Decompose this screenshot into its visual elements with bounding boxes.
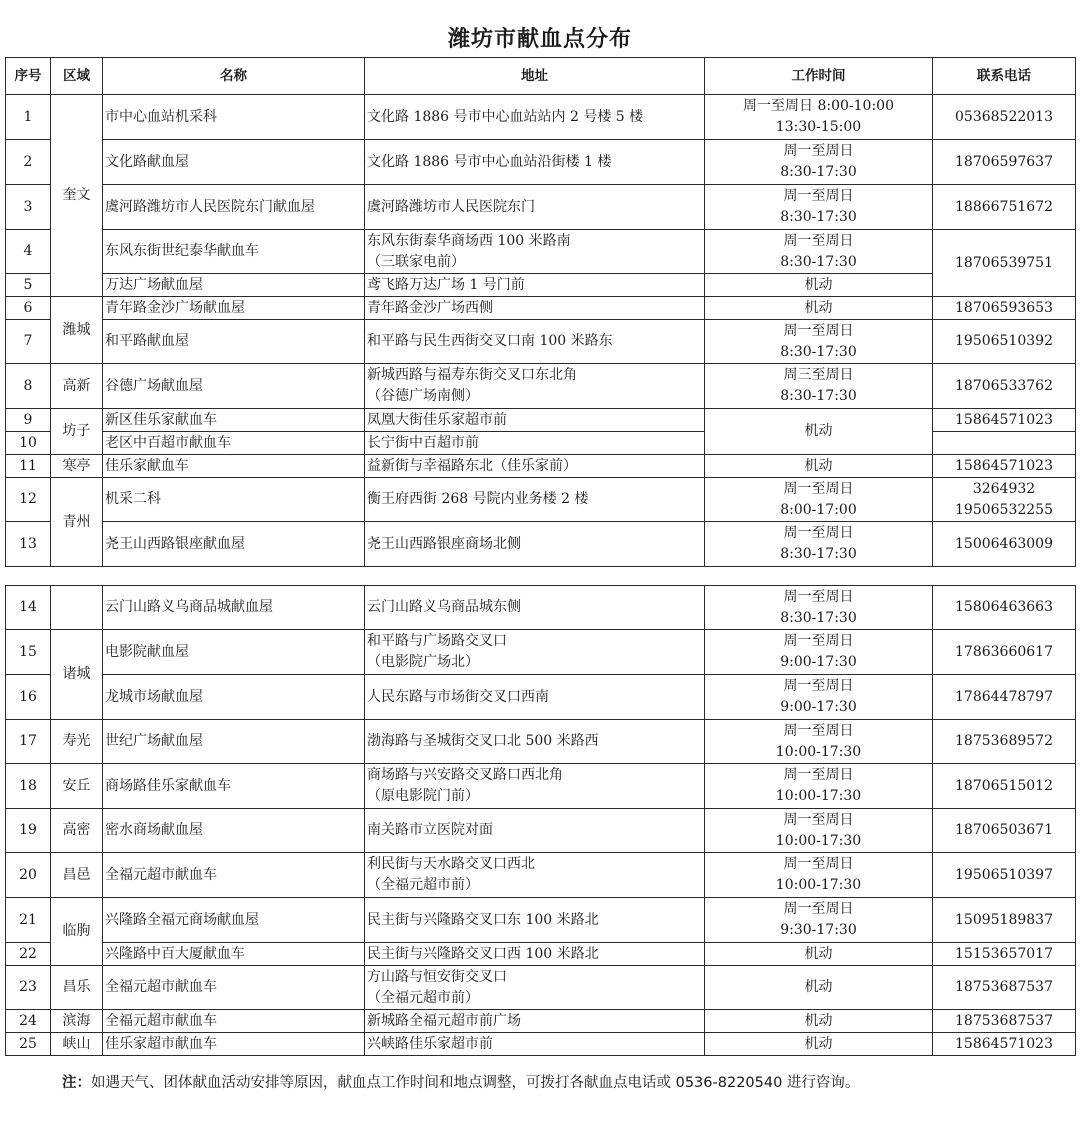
row-phone xyxy=(933,409,1076,432)
blood-station-table-part-1 xyxy=(5,57,1076,567)
row-hours-line: 8:30-17:30 xyxy=(780,546,857,562)
row-hours xyxy=(705,809,933,853)
row-phone-line: 18706515012 xyxy=(955,777,1053,794)
row-phone xyxy=(933,432,1076,455)
row-address xyxy=(365,320,705,364)
row-district: 安丘 xyxy=(51,764,103,809)
table-row xyxy=(6,95,1076,140)
row-district: 昌邑 xyxy=(51,853,103,898)
row-seq: 10 xyxy=(6,432,51,455)
row-address-line: 南关路市立医院对面 xyxy=(367,822,493,838)
row-hours-line: 周一至周日 xyxy=(783,811,854,828)
row-hours-line: 机动 xyxy=(804,276,833,293)
row-address-line: 东风东街泰华商场西 100 米路南 xyxy=(367,232,571,249)
row-address-line: （谷德广场南侧） xyxy=(367,388,479,404)
row-name: 机采二科 xyxy=(103,478,365,522)
row-address xyxy=(365,522,705,567)
table-row xyxy=(6,455,1076,478)
row-district: 高新 xyxy=(51,364,103,409)
table-row xyxy=(6,478,1076,522)
row-address xyxy=(365,409,705,432)
row-hours xyxy=(705,297,933,320)
row-seq: 25 xyxy=(6,1033,51,1056)
table-body-part-2 xyxy=(6,586,1076,1056)
row-seq: 2 xyxy=(6,140,51,185)
row-phone xyxy=(933,966,1076,1010)
footnote-text: 如遇天气、团体献血活动安排等原因，献血点工作时间和地点调整，可拨打各献血点电话或 0536-8220540 进行咨询。 xyxy=(91,1075,860,1091)
row-district: 诸城 xyxy=(51,630,103,720)
row-hours xyxy=(705,630,933,675)
row-phone-line: 15095189837 xyxy=(955,911,1053,928)
row-hours xyxy=(705,455,933,478)
row-name: 市中心血站机采科 xyxy=(103,95,365,140)
row-name: 龙城市场献血屋 xyxy=(103,675,365,720)
row-name: 新区佳乐家献血车 xyxy=(103,409,365,432)
row-name: 青年路金沙广场献血屋 xyxy=(103,297,365,320)
row-district: 滨海 xyxy=(51,1010,103,1033)
row-district: 寒亭 xyxy=(51,455,103,478)
row-address xyxy=(365,764,705,809)
row-address-line: 人民东路与市场街交叉口西南 xyxy=(367,688,549,705)
row-phone xyxy=(933,320,1076,364)
row-phone-line: 18866751672 xyxy=(955,198,1053,215)
row-address-line: 利民街与天水路交叉口西北 xyxy=(367,856,535,872)
row-address-line: 文化路 1886 号市中心血站沿街楼 1 楼 xyxy=(367,153,612,170)
row-address xyxy=(365,432,705,455)
row-phone-line: 18706533762 xyxy=(955,377,1053,394)
row-phone-line: 3264932 xyxy=(972,480,1036,497)
row-name: 万达广场献血屋 xyxy=(103,274,365,297)
row-hours-line: 周一至周日 xyxy=(783,633,854,649)
row-address xyxy=(365,586,705,630)
row-hours-line: 机动 xyxy=(804,299,833,316)
row-name: 世纪广场献血屋 xyxy=(103,720,365,764)
row-hours-line: 周一至周日 xyxy=(783,188,854,204)
row-hours-line: 周一至周日 xyxy=(783,322,854,339)
row-district: 临朐 xyxy=(51,898,103,966)
row-hours xyxy=(705,1033,933,1056)
row-hours xyxy=(705,185,933,230)
row-address xyxy=(365,274,705,297)
row-address-line: 鸢飞路万达广场 1 号门前 xyxy=(367,276,525,293)
row-seq: 16 xyxy=(6,675,51,720)
row-name: 全福元超市献血车 xyxy=(103,1010,365,1033)
row-hours-line: 8:30-17:30 xyxy=(780,164,857,180)
row-address xyxy=(365,455,705,478)
row-hours-line: 9:00-17:30 xyxy=(780,699,857,715)
table-row xyxy=(6,966,1076,1010)
row-district: 寿光 xyxy=(51,720,103,764)
row-seq: 6 xyxy=(6,297,51,320)
table-row xyxy=(6,675,1076,720)
row-hours xyxy=(705,95,933,140)
row-hours xyxy=(705,720,933,764)
row-hours-line: 10:00-17:30 xyxy=(775,877,862,893)
row-district: 峡山 xyxy=(51,1033,103,1056)
row-address xyxy=(365,720,705,764)
row-hours xyxy=(705,943,933,966)
row-name: 东风东街世纪泰华献血车 xyxy=(103,230,365,274)
row-address-line: （三联家电前） xyxy=(367,253,465,270)
row-phone xyxy=(933,764,1076,809)
row-address-line: 青年路金沙广场西侧 xyxy=(367,299,493,316)
table-row xyxy=(6,898,1076,943)
row-address-line: 衡王府西街 268 号院内业务楼 2 楼 xyxy=(367,491,589,507)
row-hours xyxy=(705,675,933,720)
row-phone xyxy=(933,853,1076,898)
row-seq: 22 xyxy=(6,943,51,966)
row-address-line: 商场路与兴安路交叉路口西北角 xyxy=(367,767,563,783)
row-phone-line: 15806463663 xyxy=(955,599,1053,615)
row-phone xyxy=(933,720,1076,764)
row-address-line: 凤凰大街佳乐家超市前 xyxy=(367,411,507,428)
row-phone xyxy=(933,522,1076,567)
table-row xyxy=(6,1010,1076,1033)
header-phone: 联系电话 xyxy=(933,58,1076,95)
row-hours xyxy=(705,853,933,898)
row-hours-line: 机动 xyxy=(804,1012,833,1029)
row-phone-line: 17864478797 xyxy=(955,688,1053,705)
row-address-line: 虞河路潍坊市人民医院东门 xyxy=(367,198,535,215)
row-hours-line: 机动 xyxy=(804,979,833,995)
row-address-line: （全福元超市前） xyxy=(367,877,479,893)
row-seq: 14 xyxy=(6,586,51,630)
row-phone xyxy=(933,630,1076,675)
row-name: 电影院献血屋 xyxy=(103,630,365,675)
row-seq: 18 xyxy=(6,764,51,809)
row-address xyxy=(365,230,705,274)
table-row xyxy=(6,409,1076,432)
row-address-line: 新城西路与福寿东街交叉口东北角 xyxy=(367,367,577,383)
table-row xyxy=(6,230,1076,274)
row-seq: 21 xyxy=(6,898,51,943)
row-hours-line: 机动 xyxy=(804,457,833,474)
table-row xyxy=(6,720,1076,764)
page-title: 潍坊市献血点分布 xyxy=(447,27,632,52)
footnote xyxy=(62,1074,1032,1093)
row-phone-line: 18753687537 xyxy=(955,979,1053,995)
row-seq: 11 xyxy=(6,455,51,478)
row-phone-line: 18753689572 xyxy=(955,733,1053,749)
row-hours-line: 周一至周日 xyxy=(783,901,854,917)
header-hours: 工作时间 xyxy=(705,58,933,95)
row-phone-line: 18753687537 xyxy=(955,1012,1053,1029)
row-hours xyxy=(705,364,933,409)
row-phone xyxy=(933,230,1076,297)
row-hours-line: 10:00-17:30 xyxy=(775,832,862,849)
row-phone xyxy=(933,478,1076,522)
row-seq: 23 xyxy=(6,966,51,1010)
row-phone xyxy=(933,898,1076,943)
row-seq: 5 xyxy=(6,274,51,297)
row-address-line: 民主街与兴隆路交叉口西 100 米路北 xyxy=(367,945,599,962)
row-hours-line: 周一至周日 xyxy=(783,143,854,159)
header-address: 地址 xyxy=(365,58,705,95)
row-hours xyxy=(705,140,933,185)
row-name: 全福元超市献血车 xyxy=(103,966,365,1010)
row-hours-line: 8:30-17:30 xyxy=(780,253,857,270)
row-hours xyxy=(705,230,933,274)
row-seq: 1 xyxy=(6,95,51,140)
header-seq: 序号 xyxy=(6,58,51,95)
row-hours-line: 10:00-17:30 xyxy=(775,788,862,804)
row-hours xyxy=(705,764,933,809)
row-address xyxy=(365,478,705,522)
row-hours-line: 13:30-15:00 xyxy=(775,119,862,135)
row-phone-line: 15864571023 xyxy=(955,457,1053,474)
table-row xyxy=(6,630,1076,675)
table-row xyxy=(6,297,1076,320)
row-district: 潍城 xyxy=(51,297,103,364)
row-address xyxy=(365,853,705,898)
row-address xyxy=(365,95,705,140)
row-hours xyxy=(705,1010,933,1033)
table-row xyxy=(6,764,1076,809)
row-phone-line: 15864571023 xyxy=(955,411,1053,428)
row-seq: 13 xyxy=(6,522,51,567)
row-address xyxy=(365,630,705,675)
table-row xyxy=(6,522,1076,567)
row-district: 坊子 xyxy=(51,409,103,455)
table-row xyxy=(6,140,1076,185)
row-hours-line: 机动 xyxy=(804,945,833,962)
row-phone xyxy=(933,95,1076,140)
table-row xyxy=(6,809,1076,853)
row-seq: 9 xyxy=(6,409,51,432)
row-hours-line: 周一至周日 xyxy=(783,722,854,739)
row-phone xyxy=(933,140,1076,185)
row-district: 昌乐 xyxy=(51,966,103,1010)
row-hours xyxy=(705,409,933,455)
row-hours-line: 10:00-17:30 xyxy=(775,743,862,760)
row-name: 和平路献血屋 xyxy=(103,320,365,364)
row-hours xyxy=(705,320,933,364)
row-seq: 7 xyxy=(6,320,51,364)
row-address xyxy=(365,943,705,966)
table-header-row xyxy=(6,58,1076,95)
row-address xyxy=(365,364,705,409)
row-hours-line: 周三至周日 xyxy=(783,367,854,383)
row-name: 兴隆路中百大厦献血车 xyxy=(103,943,365,966)
row-phone-line: 19506510397 xyxy=(955,866,1053,883)
row-phone-line: 15006463009 xyxy=(955,535,1053,552)
row-address xyxy=(365,297,705,320)
row-address xyxy=(365,966,705,1010)
row-phone xyxy=(933,809,1076,853)
row-hours-line: 周一至周日 8:00-10:00 xyxy=(743,98,894,114)
row-name: 商场路佳乐家献血车 xyxy=(103,764,365,809)
row-phone xyxy=(933,1033,1076,1056)
row-address-line: （全福元超市前） xyxy=(367,989,479,1006)
row-phone xyxy=(933,185,1076,230)
row-district: 高密 xyxy=(51,809,103,853)
row-name: 云门山路义乌商品城献血屋 xyxy=(103,586,365,630)
row-seq: 12 xyxy=(6,478,51,522)
table-row xyxy=(6,364,1076,409)
row-hours xyxy=(705,274,933,297)
table-row xyxy=(6,586,1076,630)
row-name: 谷德广场献血屋 xyxy=(103,364,365,409)
row-phone-line: 05368522013 xyxy=(955,108,1053,125)
row-phone xyxy=(933,586,1076,630)
row-phone xyxy=(933,675,1076,720)
row-name: 老区中百超市献血车 xyxy=(103,432,365,455)
row-address-line: 民主街与兴隆路交叉口东 100 米路北 xyxy=(367,911,599,928)
row-seq: 4 xyxy=(6,230,51,274)
row-name: 密水商场献血屋 xyxy=(103,809,365,853)
blood-station-table-part-2 xyxy=(5,585,1076,1056)
row-address-line: 兴峡路佳乐家超市前 xyxy=(367,1035,493,1052)
row-address xyxy=(365,809,705,853)
row-address-line: 益新街与幸福路东北（佳乐家前） xyxy=(367,457,577,474)
row-phone-line: 19506532255 xyxy=(955,501,1053,518)
row-address-line: （电影院广场北） xyxy=(367,654,479,670)
row-hours xyxy=(705,586,933,630)
row-address-line: 新城路全福元超市前广场 xyxy=(367,1012,521,1029)
row-address xyxy=(365,675,705,720)
row-address-line: （原电影院门前） xyxy=(367,788,479,804)
row-hours-line: 周一至周日 xyxy=(783,232,854,249)
table-row xyxy=(6,943,1076,966)
row-name: 兴隆路全福元商场献血屋 xyxy=(103,898,365,943)
header-name: 名称 xyxy=(103,58,365,95)
row-seq: 15 xyxy=(6,630,51,675)
row-address-line: 方山路与恒安街交叉口 xyxy=(367,968,507,985)
row-phone-line: 18706597637 xyxy=(955,153,1053,170)
row-name: 全福元超市献血车 xyxy=(103,853,365,898)
table-row xyxy=(6,274,1076,297)
table-row xyxy=(6,320,1076,364)
row-hours xyxy=(705,966,933,1010)
row-hours-line: 周一至周日 xyxy=(783,525,854,541)
row-address xyxy=(365,1033,705,1056)
row-hours-line: 8:30-17:30 xyxy=(780,609,857,626)
row-hours-line: 8:30-17:30 xyxy=(780,209,857,225)
row-district: 青州 xyxy=(51,478,103,567)
row-seq: 8 xyxy=(6,364,51,409)
table-row xyxy=(6,1033,1076,1056)
header-district: 区域 xyxy=(51,58,103,95)
row-hours-line: 9:30-17:30 xyxy=(780,922,857,938)
row-address xyxy=(365,140,705,185)
row-phone-line: 15153657017 xyxy=(955,945,1053,962)
footnote-label: 注： xyxy=(62,1075,91,1091)
row-phone-line: 18706539751 xyxy=(955,254,1053,271)
row-seq: 24 xyxy=(6,1010,51,1033)
row-hours-line: 周一至周日 xyxy=(783,856,854,872)
row-hours-line: 8:00-17:00 xyxy=(780,501,857,518)
table-body-part-1 xyxy=(6,95,1076,567)
row-phone-line: 17863660617 xyxy=(955,643,1053,660)
row-seq: 19 xyxy=(6,809,51,853)
row-hours-line: 周一至周日 xyxy=(783,767,854,783)
row-phone xyxy=(933,455,1076,478)
row-name: 虞河路潍坊市人民医院东门献血屋 xyxy=(103,185,365,230)
row-phone xyxy=(933,364,1076,409)
row-address-line: 和平路与民生西街交叉口南 100 米路东 xyxy=(367,333,613,349)
row-seq: 17 xyxy=(6,720,51,764)
table-row xyxy=(6,185,1076,230)
row-phone-line: 15864571023 xyxy=(955,1035,1053,1052)
row-name: 佳乐家献血车 xyxy=(103,455,365,478)
row-address-line: 云门山路义乌商品城东侧 xyxy=(367,599,521,615)
row-hours-line: 周一至周日 xyxy=(783,588,854,605)
row-address-line: 长宁街中百超市前 xyxy=(367,434,479,451)
row-seq: 3 xyxy=(6,185,51,230)
row-name: 佳乐家超市献血车 xyxy=(103,1033,365,1056)
table-row xyxy=(6,853,1076,898)
row-hours-line: 8:30-17:30 xyxy=(780,343,857,360)
row-phone xyxy=(933,1010,1076,1033)
row-phone-line: 18706593653 xyxy=(955,299,1053,316)
row-district: 奎文 xyxy=(51,95,103,297)
row-address-line: 渤海路与圣城街交叉口北 500 米路西 xyxy=(367,733,599,749)
row-address xyxy=(365,185,705,230)
row-hours-line: 8:30-17:30 xyxy=(780,388,857,404)
row-phone-line: 18706503671 xyxy=(955,822,1053,838)
row-address xyxy=(365,1010,705,1033)
row-hours xyxy=(705,478,933,522)
row-name: 尧王山西路银座献血屋 xyxy=(103,522,365,567)
row-phone xyxy=(933,297,1076,320)
row-address xyxy=(365,898,705,943)
row-address-line: 文化路 1886 号市中心血站站内 2 号楼 5 楼 xyxy=(367,108,644,125)
row-hours-line: 周一至周日 xyxy=(783,678,854,694)
row-address-line: 和平路与广场路交叉口 xyxy=(367,633,507,649)
row-hours-line: 机动 xyxy=(804,423,833,439)
row-name: 文化路献血屋 xyxy=(103,140,365,185)
row-hours-line: 机动 xyxy=(804,1035,833,1052)
row-district xyxy=(51,586,103,630)
row-hours xyxy=(705,898,933,943)
row-phone-line: 19506510392 xyxy=(955,333,1053,349)
row-phone xyxy=(933,943,1076,966)
row-hours-line: 9:00-17:30 xyxy=(780,654,857,670)
row-address-line: 尧王山西路银座商场北侧 xyxy=(367,535,521,552)
row-hours xyxy=(705,522,933,567)
row-seq: 20 xyxy=(6,853,51,898)
row-hours-line: 周一至周日 xyxy=(783,480,854,497)
